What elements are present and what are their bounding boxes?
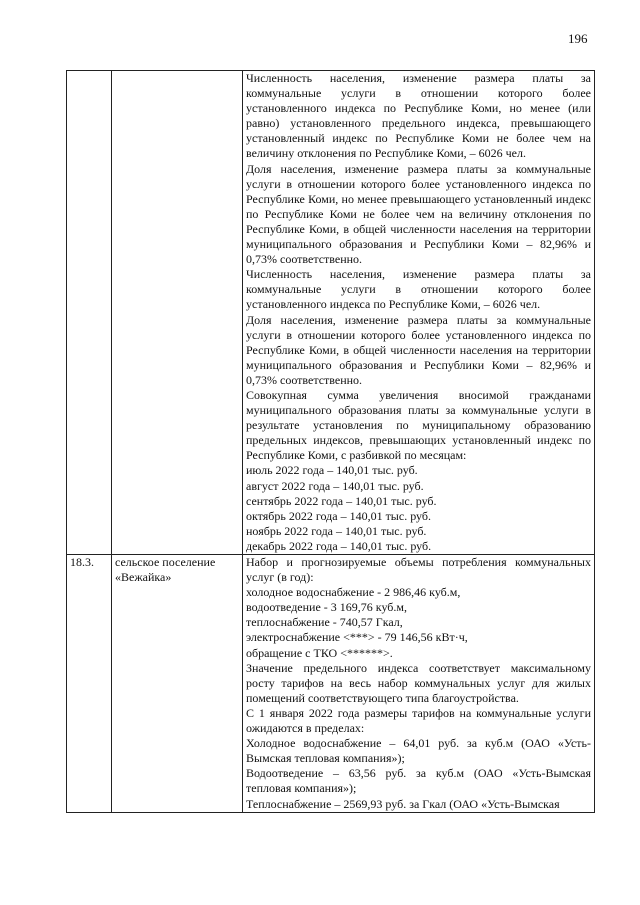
paragraph: Значение предельного индекса соответствует максимальному росту тарифов на весь набор коммунальных услуг для жилых помещений соответствующего типа благоустройства. [246,660,591,705]
month-line: сентябрь 2022 года – 140,01 тыс. руб. [246,493,437,508]
paragraph: Набор и прогнозируемые объемы потребления коммунальных услуг (в год): [246,555,591,585]
month-line: ноябрь 2022 года – 140,01 тыс. руб. [246,523,427,538]
description-cell [243,71,595,555]
tariff-line: Холодное водоснабжение – 64,01 руб. за куб.м (ОАО «Усть-Вымская тепловая компания»); [246,736,591,766]
settlement-cell: сельское поселение «Вежайка» [112,555,243,813]
settlement-cell [112,71,243,555]
paragraph: Доля населения, изменение размера платы за коммунальные услуги в отношении которого более установленного индекса по Республике Коми, в общей численности населения на территории муниципального образования и Республики Коми – 82,96% и 0,73% соответственно. [246,312,591,387]
paragraph: Численность населения, изменение размера платы за коммунальные услуги в отношении которого более установленного индекса по Республике Коми, – 6026 чел. [246,267,591,312]
tariff-line: Водоотведение – 63,56 руб. за куб.м (ОАО «Усть-Вымская тепловая компания»); [246,766,591,796]
volume-line: холодное водоснабжение - 2 986,46 куб.м, [246,585,461,600]
volume-line: теплоснабжение - 740,57 Гкал, [246,615,403,630]
table-row [67,555,595,813]
volume-line: электроснабжение <***> - 79 146,56 кВт·ч, [246,630,468,645]
table-row [67,71,595,555]
month-line: декабрь 2022 года – 140,01 тыс. руб. [246,538,432,553]
description-cell [243,555,595,813]
document-table [66,70,595,813]
paragraph: Совокупная сумма увеличения вносимой гражданами муниципального образования платы за коммунальные услуги в результате установления по муниципальному образованию предельных индексов, превышающих установленный индекс по Республике Коми, с разбивкой по месяцам: [246,387,591,463]
month-line: июль 2022 года – 140,01 тыс. руб. [246,463,418,478]
page-number: 196 [568,31,588,46]
row-number-cell [67,71,112,555]
volume-line: обращение с ТКО <******>. [246,645,393,660]
paragraph: Доля населения, изменение размера платы за коммунальные услуги в отношении которого более установленного индекса по Республике Коми, но менее превышающего установленный индекс по Республике Коми не более чем на величину отклонения по Республике Коми, в общей численности населения на территории муниципального образования и Республики Коми – 82,96% и 0,73% соответственно. [246,161,591,267]
month-line: август 2022 года – 140,01 тыс. руб. [246,478,424,493]
tariff-line: Теплоснабжение – 2569,93 руб. за Гкал (ОАО «Усть-Вымская [246,796,560,811]
volume-line: водоотведение - 3 169,76 куб.м, [246,600,407,615]
month-line: октябрь 2022 года – 140,01 тыс. руб. [246,508,431,523]
paragraph: С 1 января 2022 года размеры тарифов на коммунальные услуги ожидаются в пределах: [246,705,591,736]
row-number-cell: 18.3. [67,555,112,813]
paragraph: Численность населения, изменение размера платы за коммунальные услуги в отношении которого более установленного индекса по Республике Коми, но менее (или равно) установленного предельного индекса, превышающего установленный индекс по Республике Коми не более чем на величину отклонения по Республике Коми, – 6026 чел. [246,71,591,161]
